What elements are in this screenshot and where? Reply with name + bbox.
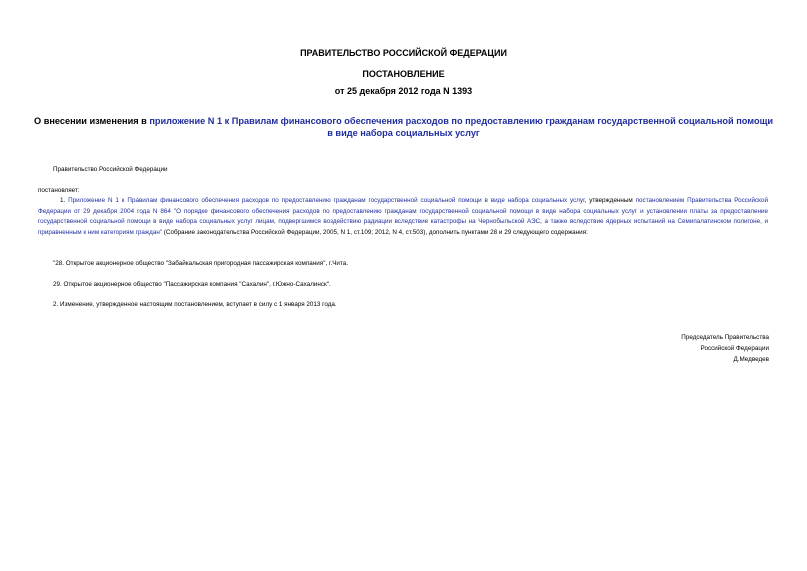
- issuer-line: Правительство Российской Федерации: [53, 166, 168, 173]
- item-28-paragraph: "28. Открытое акционерное общество "Забайкальская пригородная пассажирская компания", г.Чита.: [53, 260, 348, 267]
- resolves-line: постановляет:: [38, 187, 80, 194]
- item-1-resolution-link[interactable]: постановлением Правительства Российской Федерации от 29 декабря 2004 года N 864 "О порядке финансового обеспечения расходов по предоставлению гражданам государственной социальной помощи в виде набора социальных услуг и установлении платы за предоставление государственной социальной помощи в виде набора социальных услуг лицам, подвергшимся воздействию радиации вследствие катастрофы на Чернобыльской АЭС, а также вследствие ядерных испытаний на Семипалатинском полигоне, и приравненным к ним категориям граждан": [38, 197, 768, 236]
- signature-name: Д.Медведев: [733, 356, 769, 363]
- item-2-paragraph: 2. Изменение, утвержденное настоящим постановлением, вступает в силу с 1 января 2013 года.: [53, 301, 337, 308]
- document-title: [30, 115, 777, 139]
- item-1-paragraph: [38, 196, 768, 238]
- document-type-heading: ПОСТАНОВЛЕНИЕ: [362, 69, 445, 79]
- signature-title-line-2: Российской Федерации: [700, 345, 769, 352]
- item-1-connector: , утвержденным: [584, 197, 636, 204]
- date-number-heading: от 25 декабря 2012 года N 1393: [334, 86, 473, 96]
- title-link[interactable]: приложение N 1 к Правилам финансового обеспечения расходов по предоставлению гражданам государственной социальной помощи в виде набора социальных услуг: [149, 116, 773, 138]
- title-prefix: О внесении изменения в: [34, 116, 150, 126]
- item-29-paragraph: 29. Открытое акционерное общество "Пассажирская компания "Сахалин", г.Южно-Сахалинск".: [53, 281, 331, 288]
- item-1-tail: (Собрание законодательства Российской Федерации, 2005, N 1, ст.109; 2012, N 4, ст.503), дополнить пунктами 28 и 29 следующего содержания:: [162, 228, 588, 236]
- signature-title-line-1: Председатель Правительства: [681, 334, 769, 341]
- item-1-number: 1.: [60, 197, 69, 204]
- item-1-appendix-link[interactable]: Приложение N 1 к Правилам финансового обеспечения расходов по предоставлению гражданам государственной социальной помощи в виде набора социальных услуг: [68, 197, 585, 204]
- government-heading: ПРАВИТЕЛЬСТВО РОССИЙСКОЙ ФЕДЕРАЦИИ: [300, 48, 507, 58]
